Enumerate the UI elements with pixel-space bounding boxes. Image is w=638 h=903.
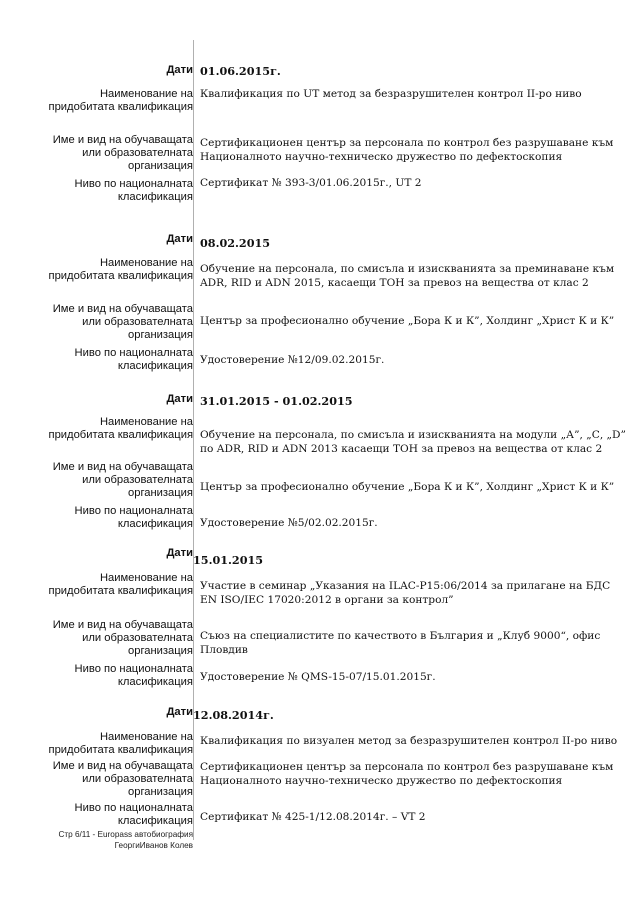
- entry-date: 01.06.2015г.: [200, 64, 281, 78]
- entry-organization: Сертификационен център за персонала по контрол без разрушаване към Националното научно-техническо дружество по дефектоскопия: [200, 137, 614, 163]
- dates-label: Дати: [166, 233, 193, 245]
- entry-date: 12.08.2014г.: [193, 708, 274, 722]
- entry-qualification: Участие в семинар „Указания на ILAC-P15:06/2014 за прилагане на БДС EN ISO/IEC 17020:2012 в органи за контрол”: [200, 580, 611, 606]
- entry-qualification: Квалификация по визуален метод за безразрушителен контрол II-ро ниво: [200, 735, 618, 747]
- qualification-label: Наименование на придобитата квалификация: [48, 416, 193, 441]
- level-label: Ниво по националната класификация: [74, 802, 193, 827]
- organization-label: Име и вид на обучаващата или образователната организация: [52, 619, 193, 657]
- organization-label: Име и вид на обучаващата или образователната организация: [52, 461, 193, 499]
- entry-organization: Център за професионално обучение „Бора К и К”, Холдинг „Христ К и К”: [200, 481, 615, 493]
- entry-level: Удостоверение №12/09.02.2015г.: [200, 354, 385, 366]
- level-label: Ниво по националната класификация: [74, 505, 193, 530]
- entry-organization: Съюз на специалистите по качеството в България и „Клуб 9000“, офис Пловдив: [200, 630, 601, 656]
- entry-organization: Сертификационен център за персонала по контрол без разрушаване към Националното научно-техническо дружество по дефектоскопия: [200, 761, 614, 787]
- entry-qualification: Квалификация по UT метод за безразрушителен контрол II-ро ниво: [200, 88, 582, 100]
- dates-label: Дати: [166, 706, 193, 718]
- footer-page-info: Стр 6/11 - Europass автобиография: [58, 830, 193, 839]
- level-label: Ниво по националната класификация: [74, 347, 193, 372]
- entry-date: 15.01.2015: [193, 553, 264, 567]
- level-label: Ниво по националната класификация: [74, 178, 193, 203]
- level-label: Ниво по националната класификация: [74, 663, 193, 688]
- qualification-label: Наименование на придобитата квалификация: [48, 572, 193, 597]
- entry-level: Сертификат № 425-1/12.08.2014г. – VT 2: [200, 811, 426, 823]
- entry-level: Сертификат № 393-3/01.06.2015г., UT 2: [200, 177, 422, 189]
- entry-organization: Център за професионално обучение „Бора К и К”, Холдинг „Христ К и К”: [200, 315, 615, 327]
- entry-qualification: Обучение на персонала, по смисъла и изискванията за преминаване към ADR, RID и ADN 2015, касаещи ТОН за превоз на вещества от клас 2: [200, 263, 615, 289]
- qualification-label: Наименование на придобитата квалификация: [48, 257, 193, 282]
- entry-level: Удостоверение №5/02.02.2015г.: [200, 517, 378, 529]
- organization-label: Име и вид на обучаващата или образователната организация: [52, 760, 193, 798]
- entry-date: 31.01.2015 - 01.02.2015: [200, 394, 353, 408]
- dates-label: Дати: [166, 393, 193, 405]
- entry-level: Удостоверение № QMS-15-07/15.01.2015г.: [200, 671, 436, 683]
- page-footer: [33, 829, 193, 851]
- organization-label: Име и вид на обучаващата или образователната организация: [52, 134, 193, 172]
- dates-label: Дати: [166, 64, 193, 76]
- entry-date: 08.02.2015: [200, 236, 271, 250]
- organization-label: Име и вид на обучаващата или образователната организация: [52, 303, 193, 341]
- entry-qualification: Обучение на персонала, по смисъла и изискванията на модули „А”, „С, „D” по ADR, RID и ADN 2013 касаещи ТОН за превоз на вещества от клас 2: [200, 429, 626, 455]
- dates-label: Дати: [166, 547, 193, 559]
- footer-author-name: ГеоргиИванов Колев: [114, 841, 193, 850]
- qualification-label: Наименование на придобитата квалификация: [48, 88, 193, 113]
- qualification-label: Наименование на придобитата квалификация: [48, 731, 193, 756]
